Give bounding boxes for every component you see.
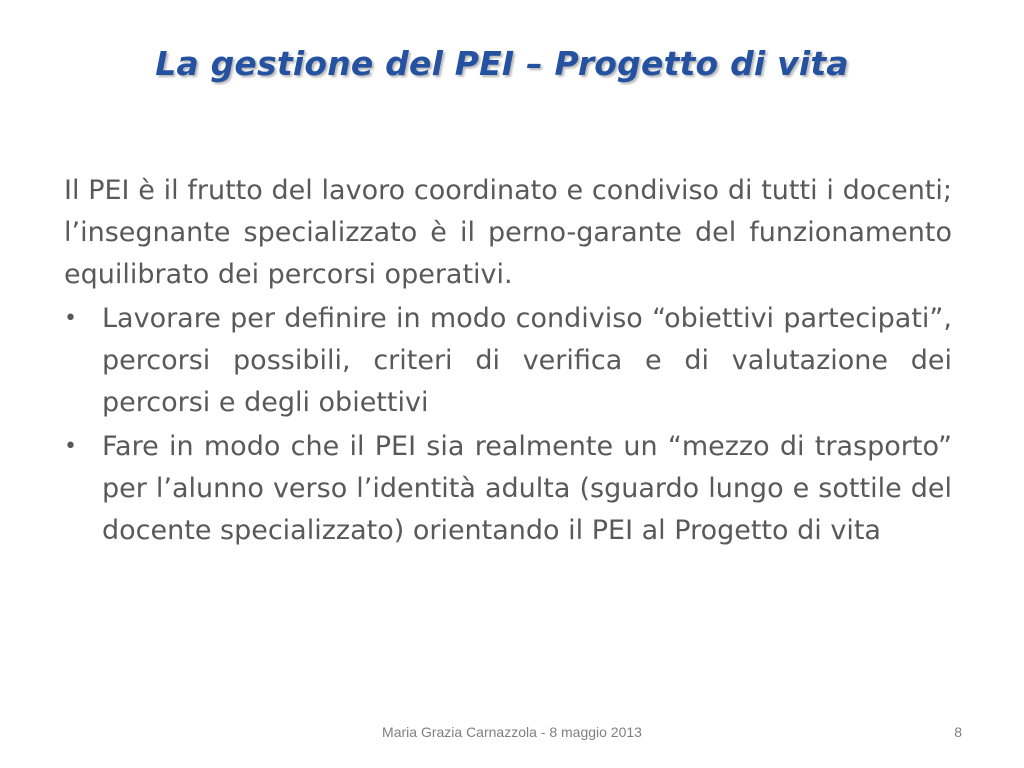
bullet-text: Fare in modo che il PEI sia realmente un “mezzo di trasporto” per l’alunno verso l’identità adulta (sguardo lungo e sottile del docente specializzato) orientando il PEI al Progetto di vita (102, 431, 952, 546)
footer-text: Maria Grazia Carnazzola - 8 maggio 2013 (382, 724, 642, 740)
slide-body (64, 170, 952, 552)
bullet-icon: • (64, 434, 77, 459)
bullet-item (64, 298, 952, 424)
bullet-item (64, 426, 952, 552)
bullet-list (64, 298, 952, 552)
bullet-icon: • (64, 306, 77, 331)
slide-title: La gestione del PEI – Progetto di vita (155, 44, 849, 83)
page-number: 8 (954, 724, 962, 740)
intro-paragraph: Il PEI è il frutto del lavoro coordinato e condiviso di tutti i docenti; l’insegnante specializzato è il perno-garante del funzionamento equilibrato dei percorsi operativi. (64, 175, 952, 290)
bullet-text: Lavorare per definire in modo condiviso “obiettivi partecipati”, percorsi possibili, criteri di verifica e di valutazione dei percorsi e degli obiettivi (102, 303, 952, 418)
